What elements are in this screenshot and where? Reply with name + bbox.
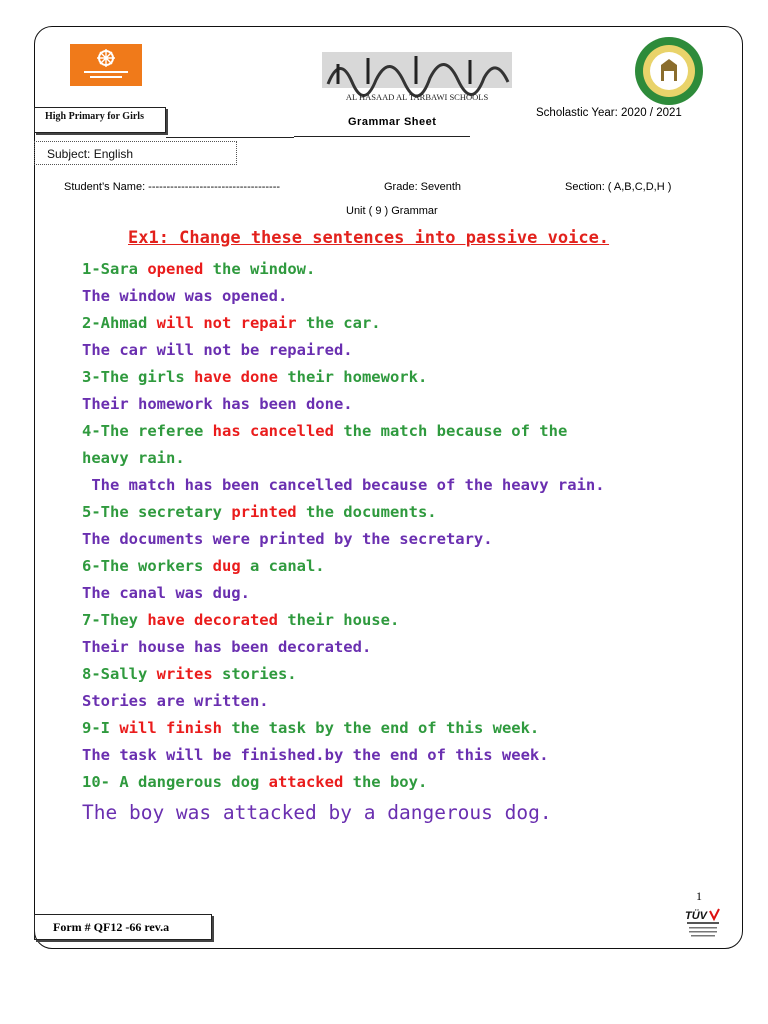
question-text: 10- A dangerous dog [82,773,269,791]
question-text: a canal. [240,557,325,575]
question-line [82,769,722,796]
question-line [82,256,722,283]
verb-highlight: will finish [119,719,222,737]
verb-highlight: printed [231,503,297,521]
question-line [82,310,722,337]
exercise-title: Ex1: Change these sentences into passive voice. [128,228,610,248]
question-line [82,607,722,634]
verb-highlight: attacked [268,773,344,791]
sheet-title: Grammar Sheet [348,116,437,128]
grade-label: Grade: Seventh [384,181,462,193]
answer-line: The match has been cancelled because of the heavy rain. [82,476,605,494]
verb-highlight: will not repair [156,314,297,332]
answer-line: The task will be finished.by the end of this week. [82,746,549,764]
answer-line: The boy was attacked by a dangerous dog. [82,801,552,824]
tuv-text: TÜV [685,910,707,922]
question-text: the task by the end of this week. [221,719,540,737]
question-line [82,499,722,526]
question-text: 3-The girls [82,368,194,386]
section-label: Section: ( A,B,C,D,H ) [565,181,672,193]
scholastic-year: Scholastic Year: 2020 / 2021 [536,107,682,119]
sheet-title-underline [294,136,470,137]
question-text: 8-Sally [82,665,157,683]
question-text: 9-I [82,719,120,737]
answer-line: Their house has been decorated. [82,638,372,656]
answer-line: The documents were printed by the secretary. [82,530,493,548]
verb-highlight: have done [193,368,278,386]
question-line [82,553,722,580]
header-divider [166,137,294,138]
question-line-continued: heavy rain. [82,449,185,467]
question-line [82,418,722,445]
ministry-logo [70,44,142,86]
school-emblem [633,35,705,107]
answer-line: The canal was dug. [82,584,250,602]
verb-highlight: have decorated [147,611,278,629]
school-logo [320,44,514,106]
question-text: the window. [203,260,316,278]
exercise-lines [82,256,722,830]
question-text: 4-The referee [82,422,213,440]
question-text: the boy. [343,773,428,791]
answer-line: Their homework has been done. [82,395,353,413]
tuv-cert-logo [683,907,723,941]
school-name-box: High Primary for Girls [34,107,166,133]
question-text: 2-Ahmad [82,314,157,332]
verb-highlight: dug [212,557,241,575]
question-text: 1-Sara [82,260,148,278]
question-text: 5-The secretary [82,503,232,521]
verb-highlight: has cancelled [212,422,334,440]
question-line [82,364,722,391]
page-number: 1 [696,889,702,903]
verb-highlight: opened [147,260,204,278]
question-text: 7-They [82,611,148,629]
question-text: the car. [296,314,381,332]
question-text: 6-The workers [82,557,213,575]
question-text: the match because of the [333,422,568,440]
subject-box: Subject: English [34,141,237,165]
question-line [82,715,722,742]
answer-line: The car will not be repaired. [82,341,353,359]
form-number-box: Form # QF12 -66 rev.a [34,914,212,940]
answer-line: The window was opened. [82,287,288,305]
question-line [82,661,722,688]
answer-line: Stories are written. [82,692,269,710]
unit-label: Unit ( 9 ) Grammar [346,205,438,217]
verb-highlight: writes [156,665,213,683]
school-logo-text: AL HASAAD AL TARBAWI SCHOOLS [345,92,489,102]
question-text: their homework. [277,368,428,386]
question-text: stories. [212,665,297,683]
student-name-field: Student’s Name: ------------------------------------ [64,181,281,193]
question-text: their house. [277,611,400,629]
question-text: the documents. [296,503,437,521]
